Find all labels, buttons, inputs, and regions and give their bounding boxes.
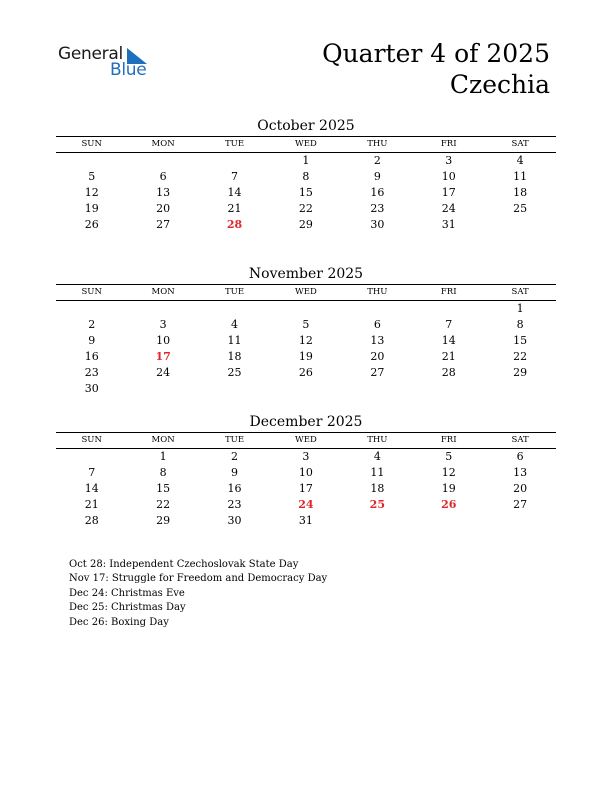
day-cell: 1 (516, 302, 524, 315)
day-cell: 14 (84, 482, 99, 495)
week-row (56, 481, 556, 497)
month-title: October 2025 (257, 118, 355, 134)
day-cell (199, 381, 270, 397)
day-cell: 1 (159, 450, 167, 463)
day-cell: 6 (373, 318, 381, 331)
weekday-label: FRI (440, 287, 457, 297)
holiday-note: Oct 28: Independent Czechoslovak State Day (69, 559, 299, 570)
logo-word-blue: Blue (110, 60, 147, 80)
day-cell: 24 (441, 202, 456, 215)
month-november (56, 264, 556, 397)
weekday-label: SAT (511, 287, 529, 297)
day-cell: 25 (227, 366, 242, 379)
weekday-label: MON (151, 287, 175, 297)
week-row (56, 153, 556, 169)
day-cell (413, 513, 484, 529)
day-cell (413, 381, 484, 397)
day-cell: 17 (441, 186, 456, 199)
day-cell: 5 (445, 450, 453, 463)
day-cell (484, 381, 555, 397)
day-cell: 21 (441, 350, 456, 363)
week-row (56, 217, 556, 233)
day-cell: 29 (156, 514, 171, 527)
week-row (56, 365, 556, 381)
weekday-label: SUN (81, 287, 102, 297)
weekday-label: TUE (224, 435, 245, 445)
day-cell: 22 (513, 350, 528, 363)
week-row (56, 201, 556, 217)
day-cell: 4 (516, 154, 524, 167)
day-cell: 30 (370, 218, 385, 231)
holiday-day-cell: 17 (155, 350, 171, 363)
day-cell: 23 (227, 498, 242, 511)
day-cell: 29 (513, 366, 528, 379)
day-cell (484, 217, 555, 233)
day-cell (199, 153, 270, 169)
day-cell: 4 (231, 318, 239, 331)
day-cell: 28 (84, 514, 99, 527)
holiday-note: Dec 25: Christmas Day (69, 602, 186, 614)
day-cell (342, 381, 413, 397)
day-cell: 16 (227, 482, 242, 495)
day-cell: 16 (370, 186, 385, 199)
week-row (56, 349, 556, 365)
day-cell: 9 (373, 170, 381, 183)
day-cell: 12 (298, 334, 313, 347)
day-cell: 23 (84, 366, 99, 379)
day-cell (127, 381, 198, 397)
month-title: November 2025 (248, 266, 364, 282)
day-cell: 19 (441, 482, 456, 495)
day-cell: 8 (302, 170, 310, 183)
day-cell: 2 (373, 154, 381, 167)
day-cell: 9 (231, 466, 239, 479)
day-cell: 25 (513, 202, 528, 215)
day-cell: 11 (227, 334, 242, 347)
week-row (56, 497, 556, 513)
week-row (56, 513, 556, 529)
day-cell: 12 (84, 186, 99, 199)
weekday-label: SAT (511, 435, 529, 445)
day-cell: 9 (88, 334, 96, 347)
day-cell: 15 (298, 186, 313, 199)
day-cell: 21 (84, 498, 99, 511)
weekday-label: WED (295, 139, 317, 149)
day-cell: 7 (445, 318, 453, 331)
weekday-label: SUN (81, 435, 102, 445)
day-cell: 30 (84, 382, 99, 395)
day-cell: 10 (441, 170, 456, 183)
weekday-label: MON (151, 435, 175, 445)
day-cell: 22 (298, 202, 313, 215)
week-row (56, 169, 556, 185)
day-cell: 23 (370, 202, 385, 215)
day-cell: 6 (159, 170, 167, 183)
weekday-label: MON (151, 139, 175, 149)
weekday-header (56, 285, 556, 300)
weekday-label: THU (367, 139, 388, 149)
week-row (56, 185, 556, 201)
day-cell: 5 (88, 170, 96, 183)
day-cell (199, 301, 270, 317)
day-cell: 13 (370, 334, 385, 347)
day-cell: 14 (441, 334, 456, 347)
day-cell: 27 (156, 218, 171, 231)
day-cell: 15 (513, 334, 528, 347)
day-cell: 15 (156, 482, 171, 495)
day-cell: 13 (513, 466, 528, 479)
weekday-label: FRI (440, 435, 457, 445)
day-cell: 18 (513, 186, 528, 199)
weekday-header (56, 433, 556, 448)
weekday-label: TUE (224, 287, 245, 297)
day-cell: 11 (513, 170, 528, 183)
holiday-day-cell: 26 (441, 498, 457, 511)
day-cell: 13 (156, 186, 171, 199)
day-cell: 7 (231, 170, 239, 183)
day-cell: 3 (159, 318, 167, 331)
month-title: December 2025 (249, 414, 363, 430)
day-cell: 10 (298, 466, 313, 479)
week-row (56, 317, 556, 333)
day-cell (270, 301, 341, 317)
day-cell: 18 (370, 482, 385, 495)
day-cell (413, 301, 484, 317)
day-cell: 11 (370, 466, 385, 479)
day-cell (56, 449, 127, 465)
month-december (56, 412, 556, 529)
day-cell: 3 (302, 450, 310, 463)
week-row (56, 301, 556, 317)
day-cell: 16 (84, 350, 99, 363)
day-cell: 14 (227, 186, 242, 199)
day-cell: 20 (513, 482, 528, 495)
weekday-label: SUN (81, 139, 102, 149)
day-cell: 22 (156, 498, 171, 511)
day-cell: 8 (516, 318, 524, 331)
weekday-label: WED (295, 287, 317, 297)
day-cell: 20 (156, 202, 171, 215)
week-row (56, 333, 556, 349)
day-cell (127, 301, 198, 317)
day-cell: 31 (298, 514, 313, 527)
holiday-notes (69, 558, 327, 630)
country-title: Czechia (449, 70, 550, 99)
day-cell (127, 153, 198, 169)
day-cell: 31 (441, 218, 456, 231)
day-cell (56, 153, 127, 169)
quarter-title: Quarter 4 of 2025 (322, 39, 550, 68)
day-cell: 24 (156, 366, 171, 379)
day-cell: 21 (227, 202, 242, 215)
day-cell (270, 381, 341, 397)
holiday-day-cell: 24 (298, 498, 314, 511)
day-cell: 17 (298, 482, 313, 495)
day-cell: 27 (370, 366, 385, 379)
day-cell: 19 (298, 350, 313, 363)
weekday-label: THU (367, 435, 388, 445)
day-cell: 10 (156, 334, 171, 347)
month-october (56, 116, 556, 233)
holiday-note: Dec 26: Boxing Day (69, 616, 169, 628)
day-cell: 2 (88, 318, 96, 331)
day-cell: 7 (88, 466, 96, 479)
week-row (56, 381, 556, 397)
day-cell: 1 (302, 154, 310, 167)
day-cell: 6 (516, 450, 524, 463)
day-cell: 12 (441, 466, 456, 479)
day-cell: 26 (298, 366, 313, 379)
weekday-label: SAT (511, 139, 529, 149)
day-cell: 20 (370, 350, 385, 363)
holiday-note: Dec 24: Christmas Eve (69, 587, 185, 599)
day-cell: 28 (441, 366, 456, 379)
day-cell: 27 (513, 498, 528, 511)
weekday-label: WED (295, 435, 317, 445)
day-cell: 18 (227, 350, 242, 363)
day-cell (56, 301, 127, 317)
week-row (56, 465, 556, 481)
generalblue-logo (58, 44, 158, 84)
holiday-note: Nov 17: Struggle for Freedom and Democracy Day (69, 573, 328, 585)
weekday-label: THU (367, 287, 388, 297)
week-row (56, 449, 556, 465)
weekday-header (56, 137, 556, 152)
day-cell (484, 513, 555, 529)
day-cell: 5 (302, 318, 310, 331)
logo-word-general: General (58, 44, 123, 64)
page-title (322, 38, 550, 100)
day-cell: 4 (373, 450, 381, 463)
weekday-label: TUE (224, 139, 245, 149)
holiday-day-cell: 25 (369, 498, 385, 511)
day-cell (342, 301, 413, 317)
weekday-label: FRI (440, 139, 457, 149)
holiday-day-cell: 28 (226, 218, 243, 231)
day-cell: 26 (84, 218, 99, 231)
day-cell: 29 (298, 218, 313, 231)
day-cell: 2 (231, 450, 239, 463)
day-cell: 3 (445, 154, 453, 167)
day-cell: 8 (159, 466, 167, 479)
day-cell: 19 (84, 202, 99, 215)
day-cell (342, 513, 413, 529)
day-cell: 30 (227, 514, 242, 527)
